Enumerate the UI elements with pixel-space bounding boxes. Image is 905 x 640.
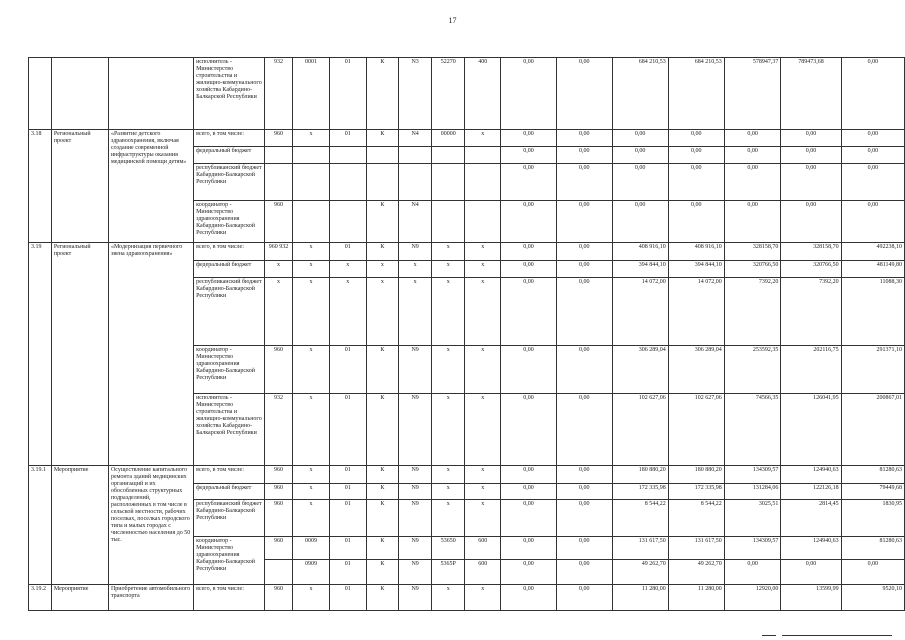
code-3: N9 [399,585,432,611]
value-1: 0,00 [501,537,557,560]
vr-code [465,201,501,243]
rz-code: 0009 [293,537,330,560]
vr-code: 400 [465,58,501,130]
responsible-cell [194,537,265,585]
value-7: 0,00 [841,560,904,585]
rz-code [293,147,330,164]
footer-line [782,635,892,636]
value-1: 0,00 [501,130,557,147]
value-3: 180 880,20 [612,466,668,484]
rz-code: 0001 [293,58,330,130]
responsible-cell: республиканский бюджет Кабардино-Балкарской Республики [194,500,265,537]
code-3: N9 [399,560,432,585]
value-6: 122126,18 [781,484,841,500]
code-3: х [399,278,432,346]
section-number: 3.18 [29,130,52,243]
value-7: 481149,80 [841,261,904,278]
value-3: 49 262,70 [612,560,668,585]
value-4: 14 072,00 [668,278,724,346]
section-number [29,58,52,130]
rz-code: х [293,466,330,484]
code-1: 01 [329,466,366,484]
grbs-code: 960 [264,346,292,394]
code-4: 5365Р [432,560,465,585]
code-4 [432,164,465,201]
grbs-code: 960 [264,537,292,560]
value-3: 14 072,00 [612,278,668,346]
value-6: 124940,63 [781,466,841,484]
code-3: N3 [399,58,432,130]
value-5: 3025,51 [724,500,781,537]
value-6: 320766,50 [781,261,841,278]
code-3: N9 [399,484,432,500]
vr-code: х [465,484,501,500]
rz-code: х [293,484,330,500]
responsible-line-1: координатор - Министерство здравоохранения [196,538,240,558]
code-1: 01 [329,560,366,585]
value-2: 0,00 [556,537,612,560]
value-6: 0,00 [781,147,841,164]
code-3: N9 [399,466,432,484]
code-2: К [366,484,399,500]
value-4: 306 289,04 [668,346,724,394]
section-type [51,58,108,130]
value-7: 81280,63 [841,537,904,560]
responsible-cell: исполнитель - Министерство строительства и жилищно-коммунального хозяйства Кабардино-Балкарской Республики [194,58,265,130]
value-1: 0,00 [501,201,557,243]
vr-code: 600 [465,560,501,585]
value-7: 0,00 [841,58,904,130]
value-4: 0,00 [668,164,724,201]
value-1: 0,00 [501,261,557,278]
value-2: 0,00 [556,500,612,537]
value-7: 0,00 [841,164,904,201]
value-2: 0,00 [556,164,612,201]
section-number: 3.19 [29,243,52,466]
rz-code: х [293,261,330,278]
code-1 [329,201,366,243]
value-6: 2814,45 [781,500,841,537]
grbs-code: 960 [264,466,292,484]
value-5: 74566,35 [724,394,781,466]
section-number: 3.19.2 [29,585,52,611]
value-1: 0,00 [501,500,557,537]
code-4: х [432,278,465,346]
code-2: К [366,394,399,466]
code-3: N9 [399,537,432,560]
code-2: К [366,537,399,560]
value-6: 0,00 [781,201,841,243]
value-1: 0,00 [501,394,557,466]
code-2: К [366,500,399,537]
value-3: 0,00 [612,147,668,164]
vr-code: х [465,346,501,394]
grbs-code [264,560,292,585]
responsible-cell: федеральный бюджет [194,484,265,500]
code-1: 01 [329,346,366,394]
rz-code: х [293,394,330,466]
grbs-code [264,147,292,164]
code-4: х [432,261,465,278]
responsible-line-2: Кабардино-Балкарской Республики [196,559,255,572]
code-2: К [366,346,399,394]
page-number: 17 [448,16,457,25]
value-2: 0,00 [556,278,612,346]
value-4: 0,00 [668,201,724,243]
value-7: 492238,10 [841,243,904,261]
vr-code: х [465,243,501,261]
value-2: 0,00 [556,201,612,243]
section-type: Региональный проект [51,130,108,243]
value-4: 408 916,10 [668,243,724,261]
code-4: 52270 [432,58,465,130]
code-3: N4 [399,201,432,243]
value-5: 0,00 [724,560,781,585]
responsible-cell: всего, в том числе: [194,243,265,261]
value-2: 0,00 [556,560,612,585]
code-4: х [432,500,465,537]
code-4: х [432,466,465,484]
rz-code: х [293,346,330,394]
value-1: 0,00 [501,466,557,484]
code-2 [366,147,399,164]
value-6: 13599,99 [781,585,841,611]
value-3: 8 544,22 [612,500,668,537]
code-1: 01 [329,484,366,500]
grbs-code [264,164,292,201]
value-3: 0,00 [612,130,668,147]
responsible-cell: федеральный бюджет [194,147,265,164]
grbs-code: 960 [264,130,292,147]
value-4: 0,00 [668,147,724,164]
code-3: N9 [399,346,432,394]
code-4: 53650 [432,537,465,560]
value-3: 131 617,50 [612,537,668,560]
value-1: 0,00 [501,278,557,346]
vr-code: 600 [465,537,501,560]
code-2: К [366,201,399,243]
rz-code [293,201,330,243]
value-2: 0,00 [556,58,612,130]
value-2: 0,00 [556,394,612,466]
value-4: 8 544,22 [668,500,724,537]
section-type: Мероприятие [51,466,108,585]
table-row [29,58,905,130]
value-7: 1830,95 [841,500,904,537]
value-5: 320766,50 [724,261,781,278]
vr-code: х [465,394,501,466]
code-2: К [366,560,399,585]
code-3: N9 [399,394,432,466]
code-1 [329,164,366,201]
value-5: 7392,20 [724,278,781,346]
value-4: 11 280,00 [668,585,724,611]
value-5: 131284,06 [724,484,781,500]
value-1: 0,00 [501,346,557,394]
grbs-code: х [264,261,292,278]
code-4: х [432,484,465,500]
value-2: 0,00 [556,484,612,500]
value-3: 394 844,10 [612,261,668,278]
rz-code: х [293,243,330,261]
code-2: х [366,278,399,346]
table-row [29,466,905,484]
value-1: 0,00 [501,243,557,261]
value-1: 0,00 [501,164,557,201]
table-row [29,130,905,147]
value-5: 0,00 [724,164,781,201]
code-1: 01 [329,585,366,611]
value-7: 81280,63 [841,466,904,484]
grbs-code: 932 [264,58,292,130]
code-2 [366,164,399,201]
code-1: 01 [329,243,366,261]
value-3: 0,00 [612,164,668,201]
footer-dash [762,635,776,636]
value-5: 328158,70 [724,243,781,261]
section-number: 3.19.1 [29,466,52,585]
value-5: 253592,35 [724,346,781,394]
code-3: N4 [399,130,432,147]
section-name: Осуществление капитального ремонта зданий медицинских организаций и их обособленных структурных подразделений, расположенных в том числе в сельской местности, рабочих поселках, поселках городского типа и малых городах с численностью населения до 50 тыс. [108,466,193,585]
section-name [108,58,193,130]
rz-code: х [293,585,330,611]
value-2: 0,00 [556,261,612,278]
code-1 [329,147,366,164]
value-4: 172 335,98 [668,484,724,500]
vr-code [465,164,501,201]
vr-code: х [465,500,501,537]
code-4: х [432,243,465,261]
code-4: х [432,346,465,394]
code-4: х [432,394,465,466]
value-7: 0,00 [841,147,904,164]
value-6: 124940,63 [781,537,841,560]
code-3 [399,164,432,201]
value-5: 0,00 [724,201,781,243]
value-2: 0,00 [556,130,612,147]
vr-code: х [465,261,501,278]
budget-table [28,57,905,611]
code-4: х [432,585,465,611]
value-4: 49 262,70 [668,560,724,585]
code-1: 01 [329,537,366,560]
code-1: 01 [329,58,366,130]
value-7: 9520,10 [841,585,904,611]
value-5: 0,00 [724,130,781,147]
value-3: 0,00 [612,201,668,243]
value-3: 102 627,06 [612,394,668,466]
value-7: 0,00 [841,201,904,243]
value-5: 134309,57 [724,466,781,484]
value-2: 0,00 [556,243,612,261]
rz-code: х [293,500,330,537]
value-7: 200867,01 [841,394,904,466]
value-2: 0,00 [556,147,612,164]
value-1: 0,00 [501,147,557,164]
value-1: 0,00 [501,560,557,585]
responsible-cell: федеральный бюджет [194,261,265,278]
value-4: 684 210,53 [668,58,724,130]
grbs-code: 960 [264,201,292,243]
code-4 [432,147,465,164]
code-2: К [366,585,399,611]
value-6: 0,00 [781,164,841,201]
value-2: 0,00 [556,346,612,394]
responsible-cell: всего, в том числе: [194,585,265,611]
rz-code: х [293,278,330,346]
value-2: 0,00 [556,585,612,611]
vr-code [465,147,501,164]
table-row [29,585,905,611]
value-6: 126041,95 [781,394,841,466]
value-5: 578947,37 [724,58,781,130]
value-4: 131 617,50 [668,537,724,560]
value-3: 11 280,00 [612,585,668,611]
value-6: 789473,68 [781,58,841,130]
value-2: 0,00 [556,466,612,484]
value-5: 12920,00 [724,585,781,611]
vr-code: х [465,585,501,611]
value-1: 0,00 [501,484,557,500]
rz-code: 0909 [293,560,330,585]
code-3: х [399,261,432,278]
section-type: Мероприятие [51,585,108,611]
grbs-code: х [264,278,292,346]
value-5: 134309,57 [724,537,781,560]
value-6: 202116,75 [781,346,841,394]
responsible-cell: всего, в том числе: [194,130,265,147]
section-type: Региональный проект [51,243,108,466]
value-6: 7392,20 [781,278,841,346]
grbs-code: 960 [264,585,292,611]
code-1: 01 [329,394,366,466]
rz-code [293,164,330,201]
code-1: х [329,261,366,278]
vr-code: х [465,278,501,346]
value-4: 0,00 [668,130,724,147]
value-3: 684 210,53 [612,58,668,130]
responsible-cell: республиканский бюджет Кабардино-Балкарской Республики [194,278,265,346]
vr-code: х [465,130,501,147]
code-1: 01 [329,130,366,147]
value-7: 79449,68 [841,484,904,500]
value-7: 0,00 [841,130,904,147]
section-name: Приобретение автомобильного транспорта [108,585,193,611]
value-3: 408 916,10 [612,243,668,261]
responsible-cell: республиканский бюджет Кабардино-Балкарской Республики [194,164,265,201]
responsible-cell: координатор - Министерство здравоохранения Кабардино-Балкарской Республики [194,346,265,394]
code-4 [432,201,465,243]
section-name: «Развитие детского здравоохранения, включая создание современной инфраструктуры оказания медицинской помощи детям» [108,130,193,243]
code-4: 00000 [432,130,465,147]
value-7: 11088,30 [841,278,904,346]
grbs-code: 960 [264,500,292,537]
code-2: К [366,58,399,130]
grbs-code: 932 [264,394,292,466]
value-6: 0,00 [781,560,841,585]
value-4: 180 880,20 [668,466,724,484]
grbs-code: 960 [264,484,292,500]
value-3: 172 335,98 [612,484,668,500]
vr-code: х [465,466,501,484]
value-3: 306 289,04 [612,346,668,394]
code-2: К [366,243,399,261]
value-1: 0,00 [501,58,557,130]
responsible-cell: исполнитель - Министерство строительства и жилищно-коммунального хозяйства Кабардино-Балкарской Республики [194,394,265,466]
rz-code: х [293,130,330,147]
code-1: 01 [329,500,366,537]
code-2: К [366,466,399,484]
responsible-cell: координатор - Министерство здравоохранения Кабардино-Балкарской Республики [194,201,265,243]
value-4: 102 627,06 [668,394,724,466]
value-4: 394 844,10 [668,261,724,278]
value-6: 328158,70 [781,243,841,261]
value-1: 0,00 [501,585,557,611]
section-name: «Модернизация первичного звена здравоохранения» [108,243,193,466]
code-3: N9 [399,243,432,261]
code-2: х [366,261,399,278]
responsible-cell: всего, в том числе: [194,466,265,484]
code-3: N9 [399,500,432,537]
value-7: 291371,10 [841,346,904,394]
code-2: К [366,130,399,147]
code-3 [399,147,432,164]
code-1: х [329,278,366,346]
value-5: 0,00 [724,147,781,164]
grbs-code: 960 932 [264,243,292,261]
value-6: 0,00 [781,130,841,147]
table-row [29,243,905,261]
